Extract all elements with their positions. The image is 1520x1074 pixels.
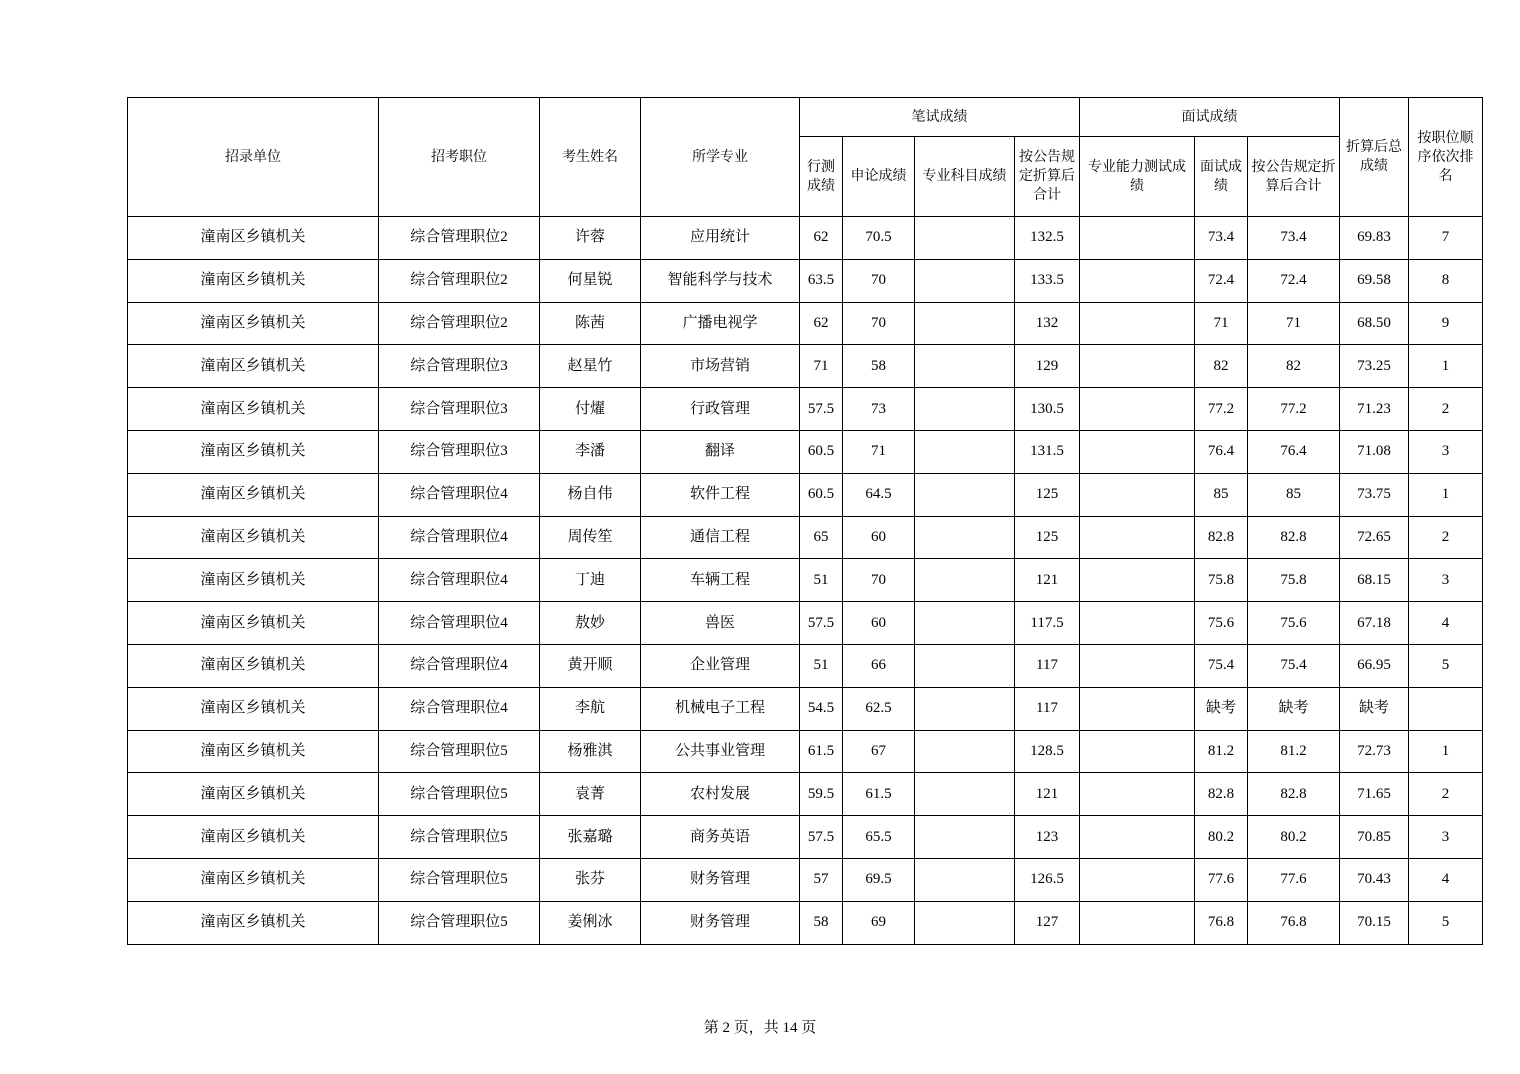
cell-position: 综合管理职位4 bbox=[379, 602, 540, 645]
cell-unit: 潼南区乡镇机关 bbox=[128, 259, 379, 302]
cell-xingce: 71 bbox=[800, 345, 843, 388]
cell-rank: 5 bbox=[1409, 644, 1483, 687]
cell-interview: 76.8 bbox=[1195, 901, 1248, 944]
cell-total: 66.95 bbox=[1340, 644, 1409, 687]
cell-major: 市场营销 bbox=[641, 345, 800, 388]
cell-major: 商务英语 bbox=[641, 816, 800, 859]
cell-name: 赵星竹 bbox=[540, 345, 641, 388]
cell-written-total: 128.5 bbox=[1015, 730, 1080, 773]
cell-interview-total: 81.2 bbox=[1248, 730, 1340, 773]
cell-major: 广播电视学 bbox=[641, 302, 800, 345]
cell-rank: 3 bbox=[1409, 430, 1483, 473]
cell-interview-total: 77.6 bbox=[1248, 858, 1340, 901]
cell-special bbox=[915, 858, 1015, 901]
cell-shenlun: 73 bbox=[843, 388, 915, 431]
cell-interview: 82.8 bbox=[1195, 773, 1248, 816]
cell-interview-total: 77.2 bbox=[1248, 388, 1340, 431]
cell-unit: 潼南区乡镇机关 bbox=[128, 730, 379, 773]
cell-major: 企业管理 bbox=[641, 644, 800, 687]
cell-major: 智能科学与技术 bbox=[641, 259, 800, 302]
cell-interview-total: 75.8 bbox=[1248, 559, 1340, 602]
cell-unit: 潼南区乡镇机关 bbox=[128, 559, 379, 602]
cell-name: 敖妙 bbox=[540, 602, 641, 645]
table-row bbox=[128, 217, 1483, 260]
cell-rank: 5 bbox=[1409, 901, 1483, 944]
cell-interview-total: 缺考 bbox=[1248, 687, 1340, 730]
table-row bbox=[128, 816, 1483, 859]
cell-xingce: 57.5 bbox=[800, 388, 843, 431]
table-row bbox=[128, 687, 1483, 730]
cell-position: 综合管理职位2 bbox=[379, 259, 540, 302]
cell-total: 71.65 bbox=[1340, 773, 1409, 816]
cell-ability bbox=[1080, 858, 1195, 901]
cell-special bbox=[915, 687, 1015, 730]
cell-xingce: 51 bbox=[800, 644, 843, 687]
cell-xingce: 59.5 bbox=[800, 773, 843, 816]
cell-major: 公共事业管理 bbox=[641, 730, 800, 773]
cell-position: 综合管理职位5 bbox=[379, 816, 540, 859]
cell-xingce: 58 bbox=[800, 901, 843, 944]
score-table bbox=[127, 97, 1483, 945]
cell-xingce: 60.5 bbox=[800, 430, 843, 473]
table-row bbox=[128, 559, 1483, 602]
cell-written-total: 127 bbox=[1015, 901, 1080, 944]
cell-xingce: 54.5 bbox=[800, 687, 843, 730]
cell-interview: 77.2 bbox=[1195, 388, 1248, 431]
cell-unit: 潼南区乡镇机关 bbox=[128, 473, 379, 516]
cell-major: 机械电子工程 bbox=[641, 687, 800, 730]
table-row bbox=[128, 345, 1483, 388]
header-ability: 专业能力测试成绩 bbox=[1080, 137, 1195, 217]
header-unit: 招录单位 bbox=[128, 98, 379, 217]
cell-name: 杨自伟 bbox=[540, 473, 641, 516]
cell-position: 综合管理职位4 bbox=[379, 687, 540, 730]
table-row bbox=[128, 430, 1483, 473]
cell-written-total: 125 bbox=[1015, 473, 1080, 516]
cell-total: 69.58 bbox=[1340, 259, 1409, 302]
cell-special bbox=[915, 516, 1015, 559]
cell-total: 73.75 bbox=[1340, 473, 1409, 516]
cell-rank: 8 bbox=[1409, 259, 1483, 302]
cell-shenlun: 58 bbox=[843, 345, 915, 388]
table-row bbox=[128, 773, 1483, 816]
cell-special bbox=[915, 430, 1015, 473]
cell-ability bbox=[1080, 345, 1195, 388]
cell-position: 综合管理职位2 bbox=[379, 217, 540, 260]
cell-written-total: 126.5 bbox=[1015, 858, 1080, 901]
cell-xingce: 61.5 bbox=[800, 730, 843, 773]
cell-ability bbox=[1080, 473, 1195, 516]
header-interview-total: 按公告规定折算后合计 bbox=[1248, 137, 1340, 217]
cell-shenlun: 61.5 bbox=[843, 773, 915, 816]
header-major: 所学专业 bbox=[641, 98, 800, 217]
table-row bbox=[128, 644, 1483, 687]
cell-total: 70.15 bbox=[1340, 901, 1409, 944]
cell-shenlun: 60 bbox=[843, 602, 915, 645]
cell-shenlun: 70 bbox=[843, 302, 915, 345]
cell-xingce: 51 bbox=[800, 559, 843, 602]
cell-total: 缺考 bbox=[1340, 687, 1409, 730]
cell-ability bbox=[1080, 816, 1195, 859]
cell-total: 73.25 bbox=[1340, 345, 1409, 388]
cell-name: 何星锐 bbox=[540, 259, 641, 302]
cell-special bbox=[915, 217, 1015, 260]
cell-position: 综合管理职位4 bbox=[379, 516, 540, 559]
cell-unit: 潼南区乡镇机关 bbox=[128, 388, 379, 431]
header-total: 折算后总成绩 bbox=[1340, 98, 1409, 217]
cell-special bbox=[915, 730, 1015, 773]
table-row bbox=[128, 259, 1483, 302]
cell-total: 71.23 bbox=[1340, 388, 1409, 431]
cell-written-total: 133.5 bbox=[1015, 259, 1080, 302]
cell-interview: 76.4 bbox=[1195, 430, 1248, 473]
cell-written-total: 123 bbox=[1015, 816, 1080, 859]
cell-special bbox=[915, 259, 1015, 302]
cell-interview: 77.6 bbox=[1195, 858, 1248, 901]
cell-position: 综合管理职位4 bbox=[379, 473, 540, 516]
cell-interview: 72.4 bbox=[1195, 259, 1248, 302]
cell-unit: 潼南区乡镇机关 bbox=[128, 858, 379, 901]
cell-written-total: 117 bbox=[1015, 644, 1080, 687]
cell-unit: 潼南区乡镇机关 bbox=[128, 516, 379, 559]
cell-rank: 3 bbox=[1409, 816, 1483, 859]
cell-xingce: 57.5 bbox=[800, 602, 843, 645]
cell-xingce: 63.5 bbox=[800, 259, 843, 302]
cell-shenlun: 60 bbox=[843, 516, 915, 559]
cell-interview-total: 82 bbox=[1248, 345, 1340, 388]
cell-name: 张芬 bbox=[540, 858, 641, 901]
cell-major: 财务管理 bbox=[641, 858, 800, 901]
cell-rank: 2 bbox=[1409, 388, 1483, 431]
cell-interview-total: 71 bbox=[1248, 302, 1340, 345]
cell-name: 陈茜 bbox=[540, 302, 641, 345]
cell-major: 翻译 bbox=[641, 430, 800, 473]
cell-interview: 73.4 bbox=[1195, 217, 1248, 260]
cell-interview-total: 76.8 bbox=[1248, 901, 1340, 944]
cell-ability bbox=[1080, 773, 1195, 816]
cell-written-total: 117 bbox=[1015, 687, 1080, 730]
header-name: 考生姓名 bbox=[540, 98, 641, 217]
cell-interview: 80.2 bbox=[1195, 816, 1248, 859]
cell-total: 71.08 bbox=[1340, 430, 1409, 473]
cell-written-total: 132.5 bbox=[1015, 217, 1080, 260]
header-position: 招考职位 bbox=[379, 98, 540, 217]
cell-name: 李潘 bbox=[540, 430, 641, 473]
page-number: 第 2 页，共 14 页 bbox=[703, 1020, 817, 1036]
cell-ability bbox=[1080, 217, 1195, 260]
cell-written-total: 130.5 bbox=[1015, 388, 1080, 431]
cell-interview: 75.4 bbox=[1195, 644, 1248, 687]
cell-ability bbox=[1080, 730, 1195, 773]
cell-special bbox=[915, 559, 1015, 602]
cell-interview-total: 76.4 bbox=[1248, 430, 1340, 473]
cell-total: 68.15 bbox=[1340, 559, 1409, 602]
cell-interview: 75.8 bbox=[1195, 559, 1248, 602]
header-interview-group: 面试成绩 bbox=[1080, 98, 1340, 137]
cell-xingce: 60.5 bbox=[800, 473, 843, 516]
cell-name: 张嘉璐 bbox=[540, 816, 641, 859]
header-special: 专业科目成绩 bbox=[915, 137, 1015, 217]
cell-ability bbox=[1080, 388, 1195, 431]
cell-interview-total: 85 bbox=[1248, 473, 1340, 516]
cell-position: 综合管理职位3 bbox=[379, 388, 540, 431]
cell-total: 68.50 bbox=[1340, 302, 1409, 345]
cell-unit: 潼南区乡镇机关 bbox=[128, 430, 379, 473]
cell-unit: 潼南区乡镇机关 bbox=[128, 687, 379, 730]
table-row bbox=[128, 602, 1483, 645]
cell-written-total: 131.5 bbox=[1015, 430, 1080, 473]
table-row bbox=[128, 901, 1483, 944]
cell-unit: 潼南区乡镇机关 bbox=[128, 644, 379, 687]
cell-position: 综合管理职位3 bbox=[379, 430, 540, 473]
cell-total: 70.85 bbox=[1340, 816, 1409, 859]
header-written-total: 按公告规定折算后合计 bbox=[1015, 137, 1080, 217]
cell-ability bbox=[1080, 901, 1195, 944]
cell-name: 付燿 bbox=[540, 388, 641, 431]
cell-shenlun: 70 bbox=[843, 259, 915, 302]
cell-special bbox=[915, 773, 1015, 816]
cell-unit: 潼南区乡镇机关 bbox=[128, 773, 379, 816]
cell-rank: 4 bbox=[1409, 602, 1483, 645]
table-body bbox=[128, 217, 1483, 945]
cell-ability bbox=[1080, 602, 1195, 645]
header-rank: 按职位顺序依次排名 bbox=[1409, 98, 1483, 217]
cell-shenlun: 65.5 bbox=[843, 816, 915, 859]
cell-interview: 81.2 bbox=[1195, 730, 1248, 773]
cell-interview-total: 80.2 bbox=[1248, 816, 1340, 859]
cell-name: 李航 bbox=[540, 687, 641, 730]
header-xingce: 行测成绩 bbox=[800, 137, 843, 217]
cell-name: 袁菁 bbox=[540, 773, 641, 816]
cell-position: 综合管理职位3 bbox=[379, 345, 540, 388]
cell-xingce: 62 bbox=[800, 302, 843, 345]
cell-major: 通信工程 bbox=[641, 516, 800, 559]
cell-special bbox=[915, 602, 1015, 645]
cell-major: 兽医 bbox=[641, 602, 800, 645]
cell-major: 行政管理 bbox=[641, 388, 800, 431]
cell-name: 姜俐冰 bbox=[540, 901, 641, 944]
cell-rank: 4 bbox=[1409, 858, 1483, 901]
cell-rank: 2 bbox=[1409, 773, 1483, 816]
cell-interview: 75.6 bbox=[1195, 602, 1248, 645]
cell-position: 综合管理职位5 bbox=[379, 858, 540, 901]
cell-unit: 潼南区乡镇机关 bbox=[128, 602, 379, 645]
cell-position: 综合管理职位4 bbox=[379, 644, 540, 687]
cell-unit: 潼南区乡镇机关 bbox=[128, 217, 379, 260]
cell-interview-total: 82.8 bbox=[1248, 773, 1340, 816]
cell-position: 综合管理职位5 bbox=[379, 901, 540, 944]
cell-ability bbox=[1080, 687, 1195, 730]
table-row bbox=[128, 858, 1483, 901]
cell-special bbox=[915, 473, 1015, 516]
cell-rank: 3 bbox=[1409, 559, 1483, 602]
cell-rank: 1 bbox=[1409, 345, 1483, 388]
cell-shenlun: 70 bbox=[843, 559, 915, 602]
cell-name: 许蓉 bbox=[540, 217, 641, 260]
cell-special bbox=[915, 302, 1015, 345]
cell-written-total: 129 bbox=[1015, 345, 1080, 388]
cell-shenlun: 70.5 bbox=[843, 217, 915, 260]
cell-interview: 71 bbox=[1195, 302, 1248, 345]
cell-xingce: 62 bbox=[800, 217, 843, 260]
cell-rank bbox=[1409, 687, 1483, 730]
cell-ability bbox=[1080, 516, 1195, 559]
cell-special bbox=[915, 816, 1015, 859]
cell-position: 综合管理职位5 bbox=[379, 730, 540, 773]
cell-written-total: 132 bbox=[1015, 302, 1080, 345]
cell-name: 杨雅淇 bbox=[540, 730, 641, 773]
cell-ability bbox=[1080, 259, 1195, 302]
cell-written-total: 117.5 bbox=[1015, 602, 1080, 645]
cell-ability bbox=[1080, 559, 1195, 602]
cell-ability bbox=[1080, 644, 1195, 687]
cell-name: 丁迪 bbox=[540, 559, 641, 602]
cell-written-total: 121 bbox=[1015, 773, 1080, 816]
cell-total: 72.65 bbox=[1340, 516, 1409, 559]
table-row bbox=[128, 388, 1483, 431]
cell-shenlun: 62.5 bbox=[843, 687, 915, 730]
cell-xingce: 65 bbox=[800, 516, 843, 559]
cell-xingce: 57 bbox=[800, 858, 843, 901]
cell-ability bbox=[1080, 430, 1195, 473]
cell-interview: 82 bbox=[1195, 345, 1248, 388]
cell-shenlun: 69.5 bbox=[843, 858, 915, 901]
cell-special bbox=[915, 901, 1015, 944]
cell-interview-total: 75.6 bbox=[1248, 602, 1340, 645]
cell-written-total: 125 bbox=[1015, 516, 1080, 559]
cell-major: 软件工程 bbox=[641, 473, 800, 516]
cell-major: 车辆工程 bbox=[641, 559, 800, 602]
cell-name: 黄开顺 bbox=[540, 644, 641, 687]
cell-unit: 潼南区乡镇机关 bbox=[128, 901, 379, 944]
cell-shenlun: 67 bbox=[843, 730, 915, 773]
cell-unit: 潼南区乡镇机关 bbox=[128, 345, 379, 388]
table-row bbox=[128, 302, 1483, 345]
cell-position: 综合管理职位4 bbox=[379, 559, 540, 602]
cell-position: 综合管理职位5 bbox=[379, 773, 540, 816]
table-row bbox=[128, 473, 1483, 516]
cell-major: 财务管理 bbox=[641, 901, 800, 944]
cell-special bbox=[915, 345, 1015, 388]
header-interview: 面试成绩 bbox=[1195, 137, 1248, 217]
cell-total: 70.43 bbox=[1340, 858, 1409, 901]
header-shenlun: 申论成绩 bbox=[843, 137, 915, 217]
cell-name: 周传笙 bbox=[540, 516, 641, 559]
cell-unit: 潼南区乡镇机关 bbox=[128, 302, 379, 345]
cell-total: 72.73 bbox=[1340, 730, 1409, 773]
table-row bbox=[128, 516, 1483, 559]
cell-interview-total: 75.4 bbox=[1248, 644, 1340, 687]
cell-interview-total: 73.4 bbox=[1248, 217, 1340, 260]
cell-interview: 85 bbox=[1195, 473, 1248, 516]
cell-interview-total: 72.4 bbox=[1248, 259, 1340, 302]
cell-interview: 82.8 bbox=[1195, 516, 1248, 559]
cell-shenlun: 64.5 bbox=[843, 473, 915, 516]
cell-shenlun: 66 bbox=[843, 644, 915, 687]
cell-ability bbox=[1080, 302, 1195, 345]
cell-interview: 缺考 bbox=[1195, 687, 1248, 730]
cell-rank: 1 bbox=[1409, 730, 1483, 773]
cell-rank: 9 bbox=[1409, 302, 1483, 345]
cell-special bbox=[915, 644, 1015, 687]
cell-major: 应用统计 bbox=[641, 217, 800, 260]
table-row bbox=[128, 730, 1483, 773]
cell-shenlun: 69 bbox=[843, 901, 915, 944]
cell-xingce: 57.5 bbox=[800, 816, 843, 859]
cell-written-total: 121 bbox=[1015, 559, 1080, 602]
cell-rank: 1 bbox=[1409, 473, 1483, 516]
cell-special bbox=[915, 388, 1015, 431]
cell-interview-total: 82.8 bbox=[1248, 516, 1340, 559]
cell-total: 69.83 bbox=[1340, 217, 1409, 260]
cell-shenlun: 71 bbox=[843, 430, 915, 473]
cell-major: 农村发展 bbox=[641, 773, 800, 816]
header-written-group: 笔试成绩 bbox=[800, 98, 1080, 137]
cell-position: 综合管理职位2 bbox=[379, 302, 540, 345]
cell-total: 67.18 bbox=[1340, 602, 1409, 645]
cell-rank: 7 bbox=[1409, 217, 1483, 260]
cell-rank: 2 bbox=[1409, 516, 1483, 559]
cell-unit: 潼南区乡镇机关 bbox=[128, 816, 379, 859]
